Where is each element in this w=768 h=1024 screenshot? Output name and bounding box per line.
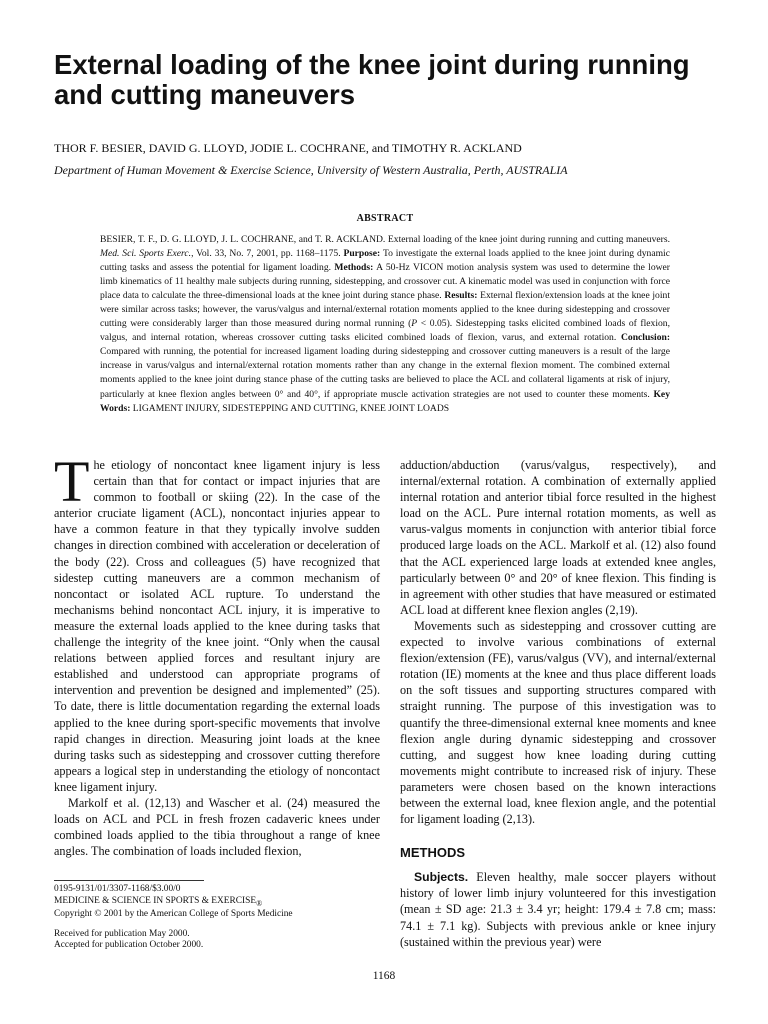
subjects-text: Eleven healthy, male soccer players without history of lower limb injury volunteered for this investigation (mean ± SD age: 21.3 ± 3.4 yr; height: 179.4 ± 7.8 cm; mass: 74.1 ± 7.1 kg). Subjects with previous ankle or knee injury (sustained within the previous year) were (400, 870, 716, 949)
methods-label: Methods: (334, 262, 374, 274)
footnote-divider (54, 880, 204, 881)
accepted-line: Accepted for publication October 2000. (54, 940, 204, 951)
journal-line (54, 896, 374, 909)
page-number: 1168 (372, 970, 396, 982)
intro-paragraph-2: Markolf et al. (12,13) and Wascher et al. (24) measured the loads on ACL and PCL in fresh frozen cadaveric knees under combined loads applied to the tibia throughout a range of knee angles. The combination of loads included flexion, (54, 795, 380, 859)
purpose-text: To investigate the external loads applied to the knee joint during dynamic cutting tasks and assess the potential for ligament loading. (100, 248, 670, 274)
intro-paragraph-4: Movements such as sidestepping and crossover cutting are expected to involve various combinations of external flexion/extension (FE), varus/valgus (VV), and internal/external rotation (IE) moments at the knee and thus place different loads on the soft tissues and supporting structures compared with straight running. The purpose of this investigation was to quantify the three-dimensional external knee moments and knee flexion angle during dynamic sidestepping and crossover cutting, and suggest how knee loading during cutting movements might contribute to increased risk of injury. These parameters were chosen based on the known interactions between the external load, knee flexion angle, and the potential for ligament loading (2,13). (400, 618, 716, 827)
keywords-label: Key Words: (100, 388, 670, 414)
intro-paragraph-1 (54, 449, 380, 795)
copyright-line: Copyright © 2001 by the American College of Sports Medicine (54, 909, 293, 920)
left-column (54, 449, 380, 859)
drop-cap: T (54, 449, 90, 514)
purpose-label: Purpose: (343, 248, 381, 260)
methods-text: A 50-Hz VICON motion analysis system was used to determine the lower limb kinematics of 11 healthy male subjects during running, sidestepping, and crossover cut. A kinematic model was used in conjunction with force place data to calculate the three-dimensional loads at the knee joint during stance phase. (100, 262, 671, 302)
issn-line: 0195-9131/01/3307-1168/$3.00/0 (54, 884, 181, 894)
conclusion-label: Conclusion: (620, 332, 671, 344)
registered-mark: ® (256, 898, 263, 908)
subjects-paragraph (400, 869, 716, 949)
p-value-symbol: P (411, 318, 418, 330)
footnote (54, 884, 374, 952)
intro-paragraph-3: adduction/abduction (varus/valgus, respectively), and internal/external rotation. A combination of externally applied internal rotation and anterior tibial force resulted in the highest load on the ACL. Pure internal rotation moments, as well as varus-valgus moments in conjunction with anterior tibial force produced large loads on the ACL. Markolf et al. (12) also found that the ACL experienced large loads at extended knee angles, particularly between 0° and 20° of knee flexion. This finding is in agreement with other studies that have measured or estimated ACL load at different knee flexion angles (2,19). (400, 458, 716, 617)
article-title: External loading of the knee joint during running and cutting maneuvers (54, 49, 690, 110)
abstract-journal: Med. Sci. Sports Exerc. (100, 248, 192, 260)
intro-paragraph-1-text: he etiology of noncontact knee ligament injury is less certain than that for contact or impact injuries that are common to football or skiing (22). In the case of the anterior cruciate ligament (ACL), noncontact injuries appear to have a common feature in that they typically involve sudden changes in direction combined with acceleration or deceleration of the body (22). Cross and colleagues (5) have recognized that sidestep cutting maneuvers are a common mechanism of noncontact or isolated ACL rupture. To understand the mechanisms behind noncontact ACL injury, it is imperative to measure the external loads applied to the knee during tasks that challenge the integrity of the knee joint. “Only when the causal relations between applied forces and resultant injury are established and understood can appropriate programs of intervention and prevention be designed and implemented” (25). To date, there is little documentation regarding the external loads applied to the knee during sport-specific movements that involve rapid changes in direction. Measuring joint loads at the knee during tasks such as sidestepping and crossover cutting therefore appears a logical step in understanding the etiology of noncontact knee ligament injury. (54, 458, 380, 794)
keywords-text: LIGAMENT INJURY, SIDESTEPPING AND CUTTING, KNEE JOINT LOADS (132, 402, 450, 414)
abstract-heading: ABSTRACT (356, 213, 414, 224)
conclusion-text: Compared with running, the potential for increased ligament loading during sidestepping and crossover cutting maneuvers is a result of the large increase in varus/valgus and internal/external rotation moments rather than any change in the external flexion moment. The combined external moments applied to the knee joint during stance phase of the cutting tasks are believed to place the ACL and collateral ligaments at risk of injury, particularly at knee flexion angles between 0° and 40°, if appropriate muscle activation strategies are not used to counter these moments. (100, 346, 670, 400)
abstract-journal-details: , Vol. 33, No. 7, 2001, pp. 1168–1175. (191, 248, 341, 260)
subjects-label: Subjects. (414, 870, 469, 885)
received-line: Received for publication May 2000. (54, 928, 190, 939)
results-label: Results: (444, 290, 478, 302)
abstract-citation: BESIER, T. F., D. G. LLOYD, J. L. COCHRANE, and T. R. ACKLAND. External loading of the knee joint during running and cutting maneuvers. (100, 234, 670, 245)
right-column (400, 457, 716, 950)
affiliation: Department of Human Movement & Exercise Science, University of Western Australia, Perth, AUSTRALIA (54, 163, 568, 177)
journal-name: MEDICINE & SCIENCE IN SPORTS & EXERCISE (54, 895, 257, 906)
results-text-a: External flexion/extension loads at the knee joint were similar across tasks; however, the varus/valgus and internal/external rotation moments applied to the knee during sidestepping and crossover cutting were considerably larger than those measured during normal running ( (100, 290, 670, 330)
abstract-text (100, 233, 670, 416)
results-text-b: < 0.05). Sidestepping tasks elicited combined loads of flexion, valgus, and internal rotation, whereas crossover cutting tasks elicited combined loads of flexion, varus, and external rotation. (100, 318, 670, 344)
author-list: THOR F. BESIER, DAVID G. LLOYD, JODIE L. COCHRANE, and TIMOTHY R. ACKLAND (54, 141, 522, 155)
methods-heading: METHODS (400, 845, 465, 861)
